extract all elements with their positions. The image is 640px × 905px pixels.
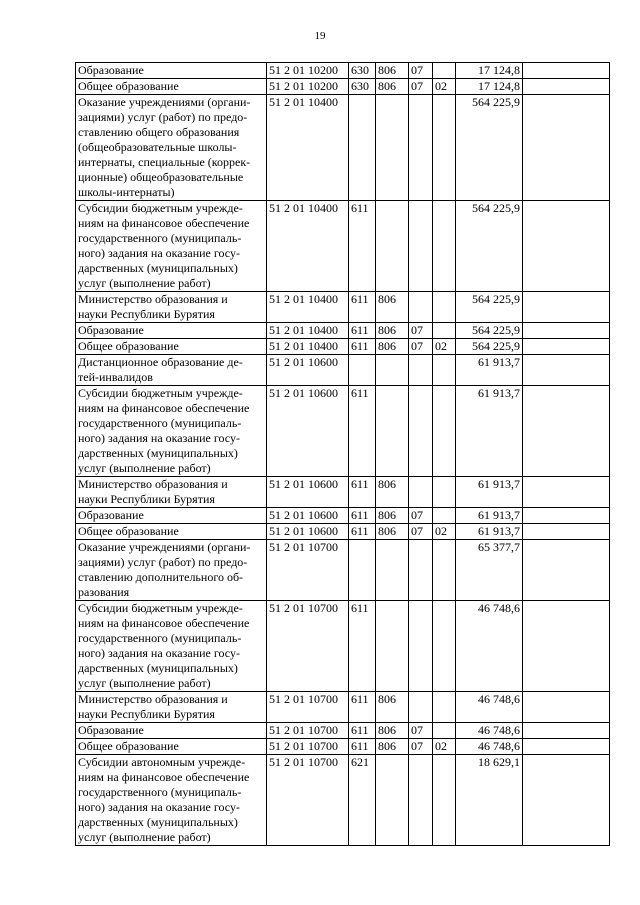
row-subsection — [433, 601, 456, 692]
row-name: Оказание учреждениями (органи- зациями) услуг (работ) по предо- ставлению общего образования (общеобразовательные школы- интернаты, специальные (коррек- ционные) общеобразовательные школы-интернаты) — [76, 95, 267, 201]
row-ministry-code: 806 — [376, 477, 409, 508]
table-row — [76, 292, 610, 323]
row-name: Общее образование — [76, 339, 267, 355]
row-empty-cell — [523, 292, 610, 323]
row-section — [409, 355, 433, 386]
row-section: 07 — [409, 323, 433, 339]
row-expense-type: 611 — [349, 292, 376, 323]
row-amount: 17 124,8 — [456, 63, 523, 79]
row-subsection — [433, 95, 456, 201]
row-expense-type: 630 — [349, 79, 376, 95]
table-row — [76, 739, 610, 755]
row-section — [409, 201, 433, 292]
row-ministry-code — [376, 386, 409, 477]
row-section: 07 — [409, 63, 433, 79]
row-subsection — [433, 355, 456, 386]
row-target-code: 51 2 01 10700 — [267, 739, 349, 755]
row-empty-cell — [523, 201, 610, 292]
row-expense-type — [349, 540, 376, 601]
row-name: Субсидии бюджетным учрежде- ниям на финансовое обеспечение государственного (муниципаль- ного) задания на оказание госу- дарственных (муниципальных) услуг (выполнение работ) — [76, 386, 267, 477]
row-name: Общее образование — [76, 739, 267, 755]
row-target-code: 51 2 01 10600 — [267, 477, 349, 508]
row-ministry-code: 806 — [376, 723, 409, 739]
row-amount: 61 913,7 — [456, 386, 523, 477]
row-ministry-code: 806 — [376, 739, 409, 755]
row-name: Образование — [76, 723, 267, 739]
row-section: 07 — [409, 508, 433, 524]
row-amount: 46 748,6 — [456, 692, 523, 723]
row-name: Образование — [76, 63, 267, 79]
row-target-code: 51 2 01 10400 — [267, 339, 349, 355]
row-name: Общее образование — [76, 79, 267, 95]
table-row — [76, 524, 610, 540]
row-expense-type — [349, 355, 376, 386]
row-expense-type: 611 — [349, 323, 376, 339]
table-row — [76, 201, 610, 292]
row-target-code: 51 2 01 10700 — [267, 755, 349, 846]
row-ministry-code — [376, 201, 409, 292]
page-number: 19 — [314, 30, 326, 42]
row-expense-type — [349, 95, 376, 201]
row-empty-cell — [523, 601, 610, 692]
row-ministry-code — [376, 601, 409, 692]
row-empty-cell — [523, 95, 610, 201]
row-empty-cell — [523, 540, 610, 601]
row-empty-cell — [523, 355, 610, 386]
row-target-code: 51 2 01 10700 — [267, 601, 349, 692]
row-empty-cell — [523, 63, 610, 79]
row-amount: 564 225,9 — [456, 339, 523, 355]
row-ministry-code: 806 — [376, 63, 409, 79]
table-row — [76, 508, 610, 524]
row-target-code: 51 2 01 10700 — [267, 540, 349, 601]
row-amount: 564 225,9 — [456, 323, 523, 339]
row-expense-type: 611 — [349, 339, 376, 355]
row-target-code: 51 2 01 10200 — [267, 79, 349, 95]
row-expense-type: 611 — [349, 508, 376, 524]
row-section — [409, 477, 433, 508]
row-ministry-code: 806 — [376, 524, 409, 540]
row-subsection — [433, 201, 456, 292]
row-section: 07 — [409, 723, 433, 739]
table-row — [76, 723, 610, 739]
row-amount: 564 225,9 — [456, 201, 523, 292]
row-expense-type: 611 — [349, 739, 376, 755]
row-name: Министерство образования и науки Республики Бурятия — [76, 292, 267, 323]
table-row — [76, 601, 610, 692]
row-target-code: 51 2 01 10700 — [267, 692, 349, 723]
row-target-code: 51 2 01 10400 — [267, 201, 349, 292]
row-section — [409, 540, 433, 601]
row-amount: 18 629,1 — [456, 755, 523, 846]
row-name: Оказание учреждениями (органи- зациями) услуг (работ) по предо- ставлению дополнительного об- разования — [76, 540, 267, 601]
row-target-code: 51 2 01 10600 — [267, 355, 349, 386]
row-section — [409, 601, 433, 692]
budget-table — [75, 62, 610, 846]
row-name: Образование — [76, 323, 267, 339]
row-target-code: 51 2 01 10600 — [267, 524, 349, 540]
row-subsection — [433, 755, 456, 846]
row-section — [409, 692, 433, 723]
row-name: Субсидии бюджетным учрежде- ниям на финансовое обеспечение государственного (муниципаль- ного) задания на оказание госу- дарственных (муниципальных) услуг (выполнение работ) — [76, 601, 267, 692]
row-subsection: 02 — [433, 79, 456, 95]
row-name: Образование — [76, 508, 267, 524]
row-ministry-code — [376, 95, 409, 201]
row-amount: 61 913,7 — [456, 524, 523, 540]
row-subsection — [433, 292, 456, 323]
row-ministry-code — [376, 355, 409, 386]
table-row — [76, 95, 610, 201]
table-row — [76, 540, 610, 601]
row-amount: 61 913,7 — [456, 355, 523, 386]
row-name: Субсидии бюджетным учрежде- ниям на финансовое обеспечение государственного (муниципаль- ного) задания на оказание госу- дарственных (муниципальных) услуг (выполнение работ) — [76, 201, 267, 292]
row-section — [409, 755, 433, 846]
row-name: Субсидии автономным учрежде- ниям на финансовое обеспечение государственного (муниципаль- ного) задания на оказание госу- дарственных (муниципальных) услуг (выполнение работ) — [76, 755, 267, 846]
row-name: Министерство образования и науки Республики Бурятия — [76, 692, 267, 723]
row-target-code: 51 2 01 10200 — [267, 63, 349, 79]
row-amount: 564 225,9 — [456, 95, 523, 201]
row-section: 07 — [409, 739, 433, 755]
row-ministry-code: 806 — [376, 692, 409, 723]
row-empty-cell — [523, 477, 610, 508]
row-subsection — [433, 508, 456, 524]
row-ministry-code: 806 — [376, 508, 409, 524]
row-expense-type: 611 — [349, 477, 376, 508]
row-expense-type: 611 — [349, 386, 376, 477]
row-target-code: 51 2 01 10600 — [267, 386, 349, 477]
row-amount: 65 377,7 — [456, 540, 523, 601]
row-amount: 46 748,6 — [456, 739, 523, 755]
row-subsection: 02 — [433, 524, 456, 540]
row-empty-cell — [523, 339, 610, 355]
table-row — [76, 323, 610, 339]
row-ministry-code: 806 — [376, 323, 409, 339]
row-amount: 564 225,9 — [456, 292, 523, 323]
table-row — [76, 692, 610, 723]
row-section — [409, 292, 433, 323]
row-amount: 46 748,6 — [456, 723, 523, 739]
row-amount: 17 124,8 — [456, 79, 523, 95]
table-row — [76, 355, 610, 386]
row-expense-type: 611 — [349, 723, 376, 739]
row-expense-type: 611 — [349, 692, 376, 723]
row-expense-type: 621 — [349, 755, 376, 846]
table-row — [76, 755, 610, 846]
row-name: Министерство образования и науки Республики Бурятия — [76, 477, 267, 508]
row-empty-cell — [523, 692, 610, 723]
row-expense-type: 630 — [349, 63, 376, 79]
row-target-code: 51 2 01 10600 — [267, 508, 349, 524]
row-empty-cell — [523, 755, 610, 846]
row-section — [409, 95, 433, 201]
row-amount: 61 913,7 — [456, 508, 523, 524]
row-empty-cell — [523, 323, 610, 339]
row-name: Общее образование — [76, 524, 267, 540]
row-target-code: 51 2 01 10400 — [267, 95, 349, 201]
table-row — [76, 339, 610, 355]
row-section — [409, 386, 433, 477]
row-target-code: 51 2 01 10400 — [267, 323, 349, 339]
row-subsection — [433, 323, 456, 339]
row-section: 07 — [409, 79, 433, 95]
row-section: 07 — [409, 339, 433, 355]
row-empty-cell — [523, 524, 610, 540]
row-ministry-code: 806 — [376, 292, 409, 323]
row-subsection — [433, 723, 456, 739]
table-row — [76, 386, 610, 477]
row-subsection — [433, 692, 456, 723]
row-amount: 61 913,7 — [456, 477, 523, 508]
row-empty-cell — [523, 508, 610, 524]
row-amount: 46 748,6 — [456, 601, 523, 692]
row-subsection: 02 — [433, 339, 456, 355]
row-subsection — [433, 63, 456, 79]
row-empty-cell — [523, 386, 610, 477]
row-expense-type: 611 — [349, 201, 376, 292]
row-subsection — [433, 540, 456, 601]
row-subsection: 02 — [433, 739, 456, 755]
row-target-code: 51 2 01 10400 — [267, 292, 349, 323]
row-ministry-code: 806 — [376, 79, 409, 95]
table-row — [76, 63, 610, 79]
row-section: 07 — [409, 524, 433, 540]
row-target-code: 51 2 01 10700 — [267, 723, 349, 739]
row-expense-type: 611 — [349, 601, 376, 692]
row-expense-type: 611 — [349, 524, 376, 540]
row-empty-cell — [523, 723, 610, 739]
row-empty-cell — [523, 739, 610, 755]
table-row — [76, 79, 610, 95]
row-ministry-code — [376, 540, 409, 601]
row-name: Дистанционное образование де- тей-инвалидов — [76, 355, 267, 386]
row-subsection — [433, 477, 456, 508]
table-row — [76, 477, 610, 508]
row-ministry-code: 806 — [376, 339, 409, 355]
row-subsection — [433, 386, 456, 477]
row-empty-cell — [523, 79, 610, 95]
row-ministry-code — [376, 755, 409, 846]
